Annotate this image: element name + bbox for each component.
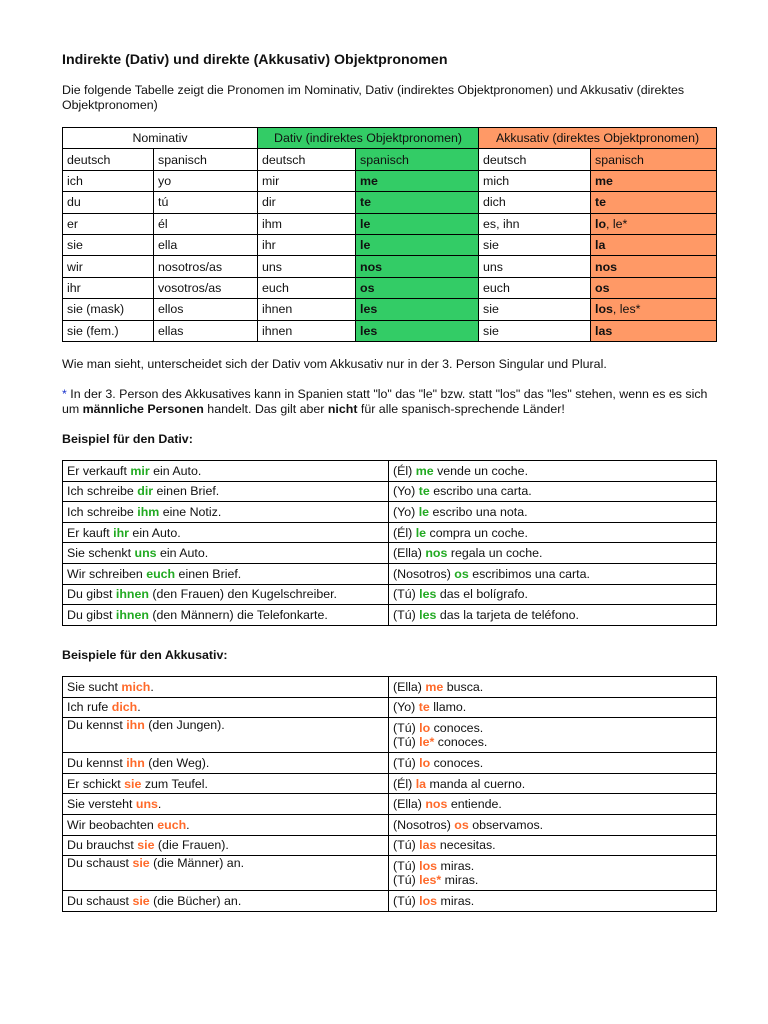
pronoun-highlight: mich [121,679,151,694]
german-sentence [67,756,384,770]
pronoun-highlight: la [415,776,427,791]
german-sentence [67,838,384,852]
text-after: conoces. [430,721,484,736]
example-spanish [389,697,717,718]
spanish-sentence [393,587,712,601]
example-german [63,461,389,482]
cell-nom-spanisch: él [154,213,258,234]
example-spanish [389,773,717,794]
pronoun-highlight: nos [425,546,448,561]
example-german [63,856,389,891]
pronoun-highlight: ihnen [115,607,149,622]
text-before: (Yo) [393,484,419,499]
text-before: Sie schenkt [67,546,135,561]
cell-nom-spanisch: nosotros/as [154,256,258,277]
example-row [63,835,717,856]
text-before: Ich rufe [67,700,112,715]
text-before: Sie sucht [67,679,122,694]
example-spanish [389,891,717,912]
example-row [63,718,717,753]
example-german [63,835,389,856]
german-sentence [67,505,384,519]
german-sentence [67,680,384,694]
cell-dat-spanisch: les [356,320,479,341]
pronoun-highlight: le [418,504,430,519]
text-before: (Nosotros) [393,817,455,832]
example-row [63,697,717,718]
text-after: einen Brief. [153,484,220,499]
pronoun-highlight: me [415,463,434,478]
example-spanish [389,584,717,605]
spanish-sentence [393,464,712,478]
text-before: (Ella) [393,797,426,812]
text-after: (den Jungen). [144,718,225,733]
akk-spanisch-pronoun: lo [595,216,607,231]
spanish-sentence [393,756,712,770]
cell-akk-deutsch: mich [479,170,591,191]
cell-nom-spanisch: vosotros/as [154,277,258,298]
pronoun-highlight: los [419,859,438,874]
text-after: escribo una nota. [429,504,528,519]
example-row [63,481,717,502]
subheader-akk-deutsch: deutsch [479,149,591,170]
text-after: (die Bücher) an. [149,893,242,908]
text-before: Du gibst [67,607,116,622]
example-spanish [389,605,717,626]
cell-nom-spanisch: tú [154,192,258,213]
spanish-sentence [393,818,712,832]
text-before: (Ella) [393,546,426,561]
text-after: entiende. [447,797,502,812]
text-before: Er verkauft [67,463,131,478]
example-german [63,794,389,815]
text-before: (Tú) [393,873,420,888]
german-sentence [67,567,384,581]
cell-dat-deutsch: mir [258,170,356,191]
cell-dat-spanisch: le [356,234,479,255]
text-before: (Tú) [393,755,420,770]
pronoun-highlight: les* [419,873,442,888]
header-akkusativ: Akkusativ (direktes Objektpronomen) [479,128,717,149]
cell-dat-deutsch: ihm [258,213,356,234]
pronoun-highlight: ihn [126,755,145,770]
cell-nom-deutsch: wir [63,256,154,277]
example-german [63,773,389,794]
spanish-sentence [393,546,712,560]
pronoun-highlight: os [454,817,469,832]
cell-dat-spanisch: os [356,277,479,298]
akk-spanisch-pronoun: las [595,323,613,338]
spanish-sentence [393,777,712,791]
text-before: (Nosotros) [393,566,455,581]
cell-akk-deutsch: sie [479,299,591,320]
example-spanish [389,835,717,856]
example-german [63,753,389,774]
spanish-sentence [393,859,712,873]
german-sentence [67,894,384,908]
text-before: Er kauft [67,525,114,540]
text-after: miras. [437,859,475,874]
cell-nom-deutsch: sie (fem.) [63,320,154,341]
text-after: miras. [441,873,479,888]
cell-dat-spanisch: te [356,192,479,213]
pronoun-row [63,277,717,298]
cell-nom-spanisch: ellas [154,320,258,341]
example-spanish [389,461,717,482]
text-after: . [157,797,162,812]
cell-akk-deutsch: dich [479,192,591,213]
cell-akk-spanisch [591,234,717,255]
text-after: vende un coche. [433,463,529,478]
pronoun-highlight: ihn [126,718,145,733]
pronoun-highlight: les [419,587,437,602]
spanish-sentence [393,894,712,908]
example-spanish [389,814,717,835]
note-leismo [62,387,716,417]
text-after: . [150,679,154,694]
german-sentence [67,777,384,791]
subheader-dat-spanisch: spanisch [356,149,479,170]
pronoun-row [63,234,717,255]
pronoun-highlight: sie [132,893,150,908]
cell-dat-deutsch: dir [258,192,356,213]
pronoun-highlight: sie [137,838,155,853]
example-row [63,856,717,891]
cell-dat-spanisch: le [356,213,479,234]
cell-akk-spanisch [591,192,717,213]
text-before: Wir beobachten [67,817,158,832]
german-sentence [67,856,384,870]
note-dativ-akkusativ: Wie man sieht, unterscheidet sich der Dativ vom Akkusativ nur in der 3. Person Singular und Plural. [62,357,607,371]
cell-dat-deutsch: ihr [258,234,356,255]
header-dativ: Dativ (indirektes Objektpronomen) [258,128,479,149]
akkusativ-heading: Beispiele für den Akkusativ: [62,648,228,662]
pronoun-highlight: te [418,484,430,499]
text-before: Du schaust [67,856,133,871]
text-after: das el bolígrafo. [436,587,529,602]
spanish-sentence [393,700,712,714]
note-part3: für alle spanisch-sprechende Länder! [357,402,565,416]
example-spanish [389,794,717,815]
example-row [63,794,717,815]
text-after: llamo. [429,700,467,715]
spanish-sentence [393,797,712,811]
text-before: (Él) [393,463,416,478]
spanish-sentence [393,608,712,622]
example-row [63,543,717,564]
cell-dat-deutsch: ihnen [258,320,356,341]
cell-dat-deutsch: euch [258,277,356,298]
note-part2: handelt. Das gilt aber [203,402,328,416]
pronoun-highlight: ihm [137,504,160,519]
pronoun-row [63,299,717,320]
example-spanish [389,502,717,523]
cell-akk-deutsch: es, ihn [479,213,591,234]
header-nominativ: Nominativ [63,128,258,149]
example-german [63,605,389,626]
example-row [63,502,717,523]
text-after: observamos. [468,817,544,832]
example-spanish [389,718,717,753]
akk-spanisch-pronoun: te [595,195,607,210]
example-spanish [389,522,717,543]
cell-akk-deutsch: euch [479,277,591,298]
text-after: (den Männern) die Telefonkarte. [148,607,328,622]
cell-dat-spanisch: nos [356,256,479,277]
pronoun-highlight: os [454,566,469,581]
pronoun-highlight: los [419,893,438,908]
german-sentence [67,546,384,560]
text-after: regala un coche. [447,546,543,561]
cell-akk-spanisch [591,299,717,320]
example-german [63,814,389,835]
text-after: escribimos una carta. [468,566,590,581]
spanish-sentence [393,680,712,694]
subheader-nom-spanisch: spanisch [154,149,258,170]
cell-nom-deutsch: er [63,213,154,234]
pronoun-highlight: le* [419,735,435,750]
spanish-sentence [393,505,712,519]
text-before: (Tú) [393,838,420,853]
example-german [63,891,389,912]
example-spanish [389,753,717,774]
text-before: Ich schreibe [67,504,138,519]
example-row [63,461,717,482]
text-after: escribo una carta. [429,484,532,499]
cell-akk-spanisch [591,213,717,234]
example-row [63,773,717,794]
german-sentence [67,526,384,540]
text-before: (Tú) [393,859,420,874]
example-german [63,502,389,523]
text-before: (Tú) [393,587,420,602]
akk-spanisch-pronoun: os [595,280,610,295]
footnote-star: * [62,387,67,401]
text-after: das la tarjeta de teléfono. [436,607,579,622]
spanish-sentence-alt [393,873,712,887]
note-part1: In der 3. Person des Akkusatives kann in Spanien statt "lo" das "le" bzw. statt "los" das "les" stehen, wenn es es sich um [62,387,708,416]
text-after: (die Männer) an. [149,856,245,871]
text-after: manda al cuerno. [426,776,526,791]
text-after: ein Auto. [149,463,202,478]
pronoun-highlight: ihr [113,525,129,540]
cell-nom-spanisch: ellos [154,299,258,320]
german-sentence [67,700,384,714]
cell-akk-spanisch [591,277,717,298]
text-after: conoces. [434,735,488,750]
example-german [63,677,389,698]
example-spanish [389,677,717,698]
example-spanish [389,543,717,564]
text-before: (Ella) [393,679,426,694]
cell-akk-deutsch: sie [479,234,591,255]
subheader-nom-deutsch: deutsch [63,149,154,170]
pronoun-highlight: les [419,607,437,622]
text-after: . [186,817,190,832]
pronoun-table-subheader-row [63,149,717,170]
akk-spanisch-extra: , le* [606,216,628,231]
pronoun-table-header-row [63,128,717,149]
akk-spanisch-pronoun: la [595,238,606,253]
spanish-sentence [393,526,712,540]
text-after: (die Frauen). [154,838,229,853]
cell-dat-deutsch: uns [258,256,356,277]
spanish-sentence [393,567,712,581]
text-before: (Yo) [393,504,419,519]
cell-akk-spanisch [591,170,717,191]
pronoun-highlight: las [419,838,437,853]
text-before: (Tú) [393,893,420,908]
akk-spanisch-pronoun: los [595,302,613,317]
dativ-heading: Beispiel für den Dativ: [62,432,193,446]
pronoun-highlight: te [418,700,430,715]
german-sentence [67,797,384,811]
example-german [63,522,389,543]
german-sentence [67,818,384,832]
pronoun-highlight: me [425,679,444,694]
pronoun-row [63,170,717,191]
pronoun-highlight: lo [419,721,431,736]
text-after: (den Weg). [144,755,210,770]
subheader-akk-spanisch: spanisch [591,149,717,170]
pronoun-row [63,320,717,341]
text-before: Du kennst [67,718,127,733]
intro-text: Die folgende Tabelle zeigt die Pronomen im Nominativ, Dativ (indirektes Objektpronomen) und Akkusativ (direktes Objektpronomen) [62,83,685,112]
example-row [63,584,717,605]
example-row [63,891,717,912]
text-after: eine Notiz. [159,504,222,519]
text-before: Sie versteht [67,797,136,812]
text-after: zum Teufel. [141,776,208,791]
text-after: miras. [437,893,475,908]
spanish-sentence [393,721,712,735]
example-german [63,718,389,753]
cell-akk-deutsch: sie [479,320,591,341]
pronoun-row [63,213,717,234]
akk-spanisch-pronoun: me [595,173,613,188]
cell-nom-spanisch: ella [154,234,258,255]
pronoun-table [62,127,717,342]
spanish-sentence [393,838,712,852]
pronoun-highlight: sie [132,856,150,871]
pronoun-highlight: euch [157,817,187,832]
cell-dat-spanisch: les [356,299,479,320]
example-spanish [389,856,717,891]
text-before: Du schaust [67,893,133,908]
pronoun-highlight: lo [419,755,431,770]
cell-nom-deutsch: ich [63,170,154,191]
page-title: Indirekte (Dativ) und direkte (Akkusativ) Objektpronomen [62,52,448,68]
example-german [63,697,389,718]
pronoun-highlight: nos [425,797,448,812]
text-before: Du brauchst [67,838,138,853]
text-after: ein Auto. [128,525,181,540]
example-german [63,563,389,584]
example-row [63,563,717,584]
cell-nom-deutsch: sie [63,234,154,255]
example-row [63,814,717,835]
text-before: (Tú) [393,607,420,622]
cell-dat-spanisch: me [356,170,479,191]
note-bold2: nicht [327,402,358,416]
german-sentence [67,464,384,478]
subheader-dat-deutsch: deutsch [258,149,356,170]
text-before: Wir schreiben [67,566,147,581]
text-before: (Tú) [393,721,420,736]
text-after: . [137,700,141,715]
example-row [63,753,717,774]
spanish-sentence [393,484,712,498]
text-before: (Él) [393,776,416,791]
text-after: conoces. [430,755,484,770]
cell-nom-deutsch: ihr [63,277,154,298]
text-after: (den Frauen) den Kugelschreiber. [148,587,337,602]
cell-dat-deutsch: ihnen [258,299,356,320]
pronoun-highlight: uns [135,797,158,812]
pronoun-highlight: dich [111,700,138,715]
dativ-examples-table [62,460,717,626]
text-after: einen Brief. [175,566,242,581]
example-spanish [389,481,717,502]
german-sentence [67,718,384,732]
german-sentence [67,608,384,622]
text-before: (Yo) [393,700,419,715]
text-after: ein Auto. [156,546,209,561]
example-row [63,605,717,626]
text-after: necesitas. [436,838,496,853]
cell-akk-spanisch [591,320,717,341]
example-german [63,481,389,502]
example-row [63,522,717,543]
akkusativ-examples-table [62,676,717,912]
german-sentence [67,587,384,601]
pronoun-highlight: mir [130,463,150,478]
pronoun-highlight: le [415,525,427,540]
spanish-sentence-alt [393,735,712,749]
cell-nom-deutsch: sie (mask) [63,299,154,320]
note-bold1: männliche Personen [82,402,204,416]
example-row [63,677,717,698]
text-before: Ich schreibe [67,484,138,499]
pronoun-highlight: sie [124,776,142,791]
akk-spanisch-pronoun: nos [595,259,618,274]
akk-spanisch-extra: , les* [612,302,641,317]
text-after: compra un coche. [426,525,528,540]
cell-nom-deutsch: du [63,192,154,213]
example-german [63,543,389,564]
pronoun-highlight: ihnen [115,587,149,602]
cell-akk-deutsch: uns [479,256,591,277]
cell-nom-spanisch: yo [154,170,258,191]
german-sentence [67,484,384,498]
cell-akk-spanisch [591,256,717,277]
text-after: busca. [443,679,484,694]
text-before: Du gibst [67,587,116,602]
pronoun-row [63,256,717,277]
text-before: Du kennst [67,755,127,770]
example-spanish [389,563,717,584]
pronoun-highlight: dir [137,484,154,499]
pronoun-highlight: uns [134,546,157,561]
pronoun-highlight: euch [146,566,176,581]
example-german [63,584,389,605]
text-before: (Él) [393,525,416,540]
text-before: Er schickt [67,776,125,791]
pronoun-row [63,192,717,213]
text-before: (Tú) [393,735,420,750]
